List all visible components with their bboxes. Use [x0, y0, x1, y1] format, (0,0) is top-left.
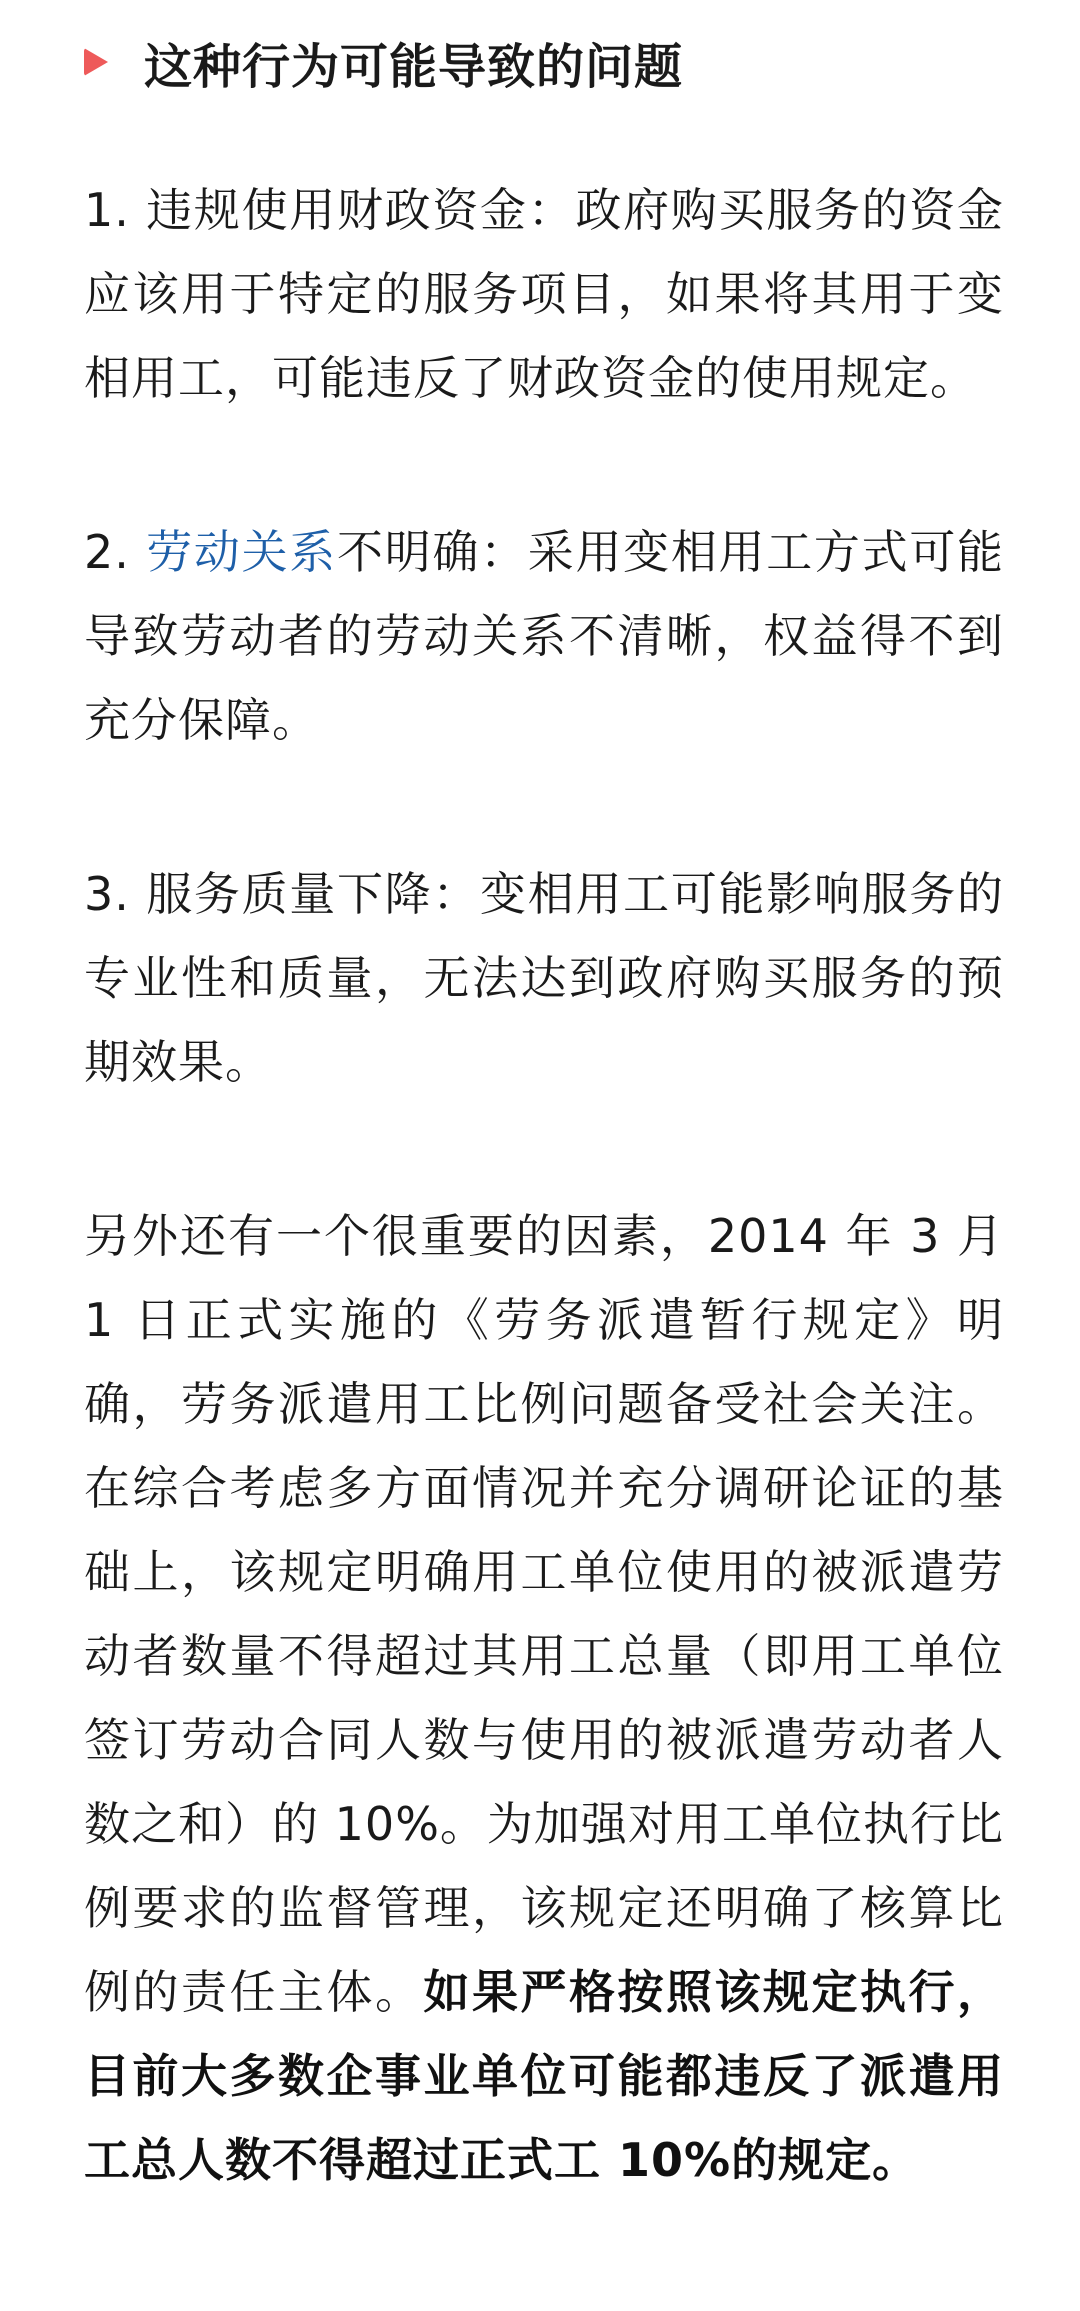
section-heading	[84, 22, 683, 102]
list-item-2-suffix: 不明确：采用变相用工方式可能导致劳动者的劳动关系不清晰，权益得不到充分保障。	[84, 525, 1005, 747]
list-item-2-prefix: 2.	[84, 525, 147, 579]
closing-normal-text: 另外还有一个很重要的因素，2014 年 3 月 1 日正式实施的《劳务派遣暂行规定》明确，劳务派遣用工比例问题备受社会关注。在综合考虑多方面情况并充分调研论证的基础上，该规定明确用工单位使用的被派遣劳动者数量不得超过其用工总量（即用工单位签订劳动合同人数与使用的被派遣劳动者人数之和）的 10%。为加强对用工单位执行比例要求的监督管理，该规定还明确了核算比例的责任主体。	[84, 1209, 1004, 2019]
list-item-1	[84, 168, 1004, 420]
list-item-3-text: 3. 服务质量下降：变相用工可能影响服务的专业性和质量，无法达到政府购买服务的预期效果。	[84, 867, 1004, 1089]
list-item-3	[84, 852, 1004, 1104]
article-body	[84, 168, 1004, 2202]
labor-relation-link[interactable]: 劳动关系	[146, 525, 337, 579]
list-item-2	[84, 510, 1004, 762]
closing-bold-text: 如果严格按照该规定执行，目前大多数企事业单位可能都违反了派遣用工总人数不得超过正式工 10%的规定。	[84, 1965, 1004, 2187]
closing-paragraph	[84, 1194, 1004, 2202]
list-item-1-text: 1. 违规使用财政资金：政府购买服务的资金应该用于特定的服务项目，如果将其用于变相用工，可能违反了财政资金的使用规定。	[84, 183, 1004, 405]
play-triangle-icon	[84, 48, 108, 76]
section-heading-text: 这种行为可能导致的问题	[144, 38, 684, 95]
